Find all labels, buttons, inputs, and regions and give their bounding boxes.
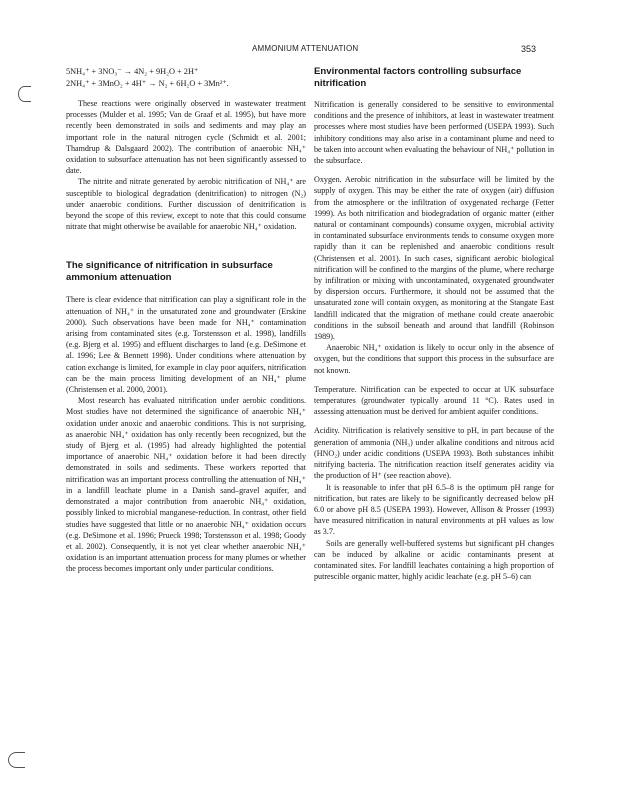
right-column xyxy=(314,66,554,582)
paragraph: The nitrite and nitrate generated by aerobic nitrification of NH₄⁺ are susceptible to biological degradation (denitrification) to nitrogen (N₂) under anaerobic conditions. Further discussion of denitrification is beyond the scope of this review, except to note that this could consume nitrate that might otherwise be available for anaerobic NH₄⁺ oxidation. xyxy=(66,177,306,232)
paragraph: These reactions were originally observed in wastewater treatment processes (Mulder et al. 1995; Van de Graaf et al. 1995), but have more recently been demonstrated in soils and sediments and may play an important role in the natural nitrogen cycle (Schmidt et al. 2001; Thamdrup & Dalsgaard 2002). The contribution of anaerobic NH₄⁺ oxidation to subsurface attenuation has not been significantly assessed to date. xyxy=(66,99,306,176)
paragraph: Most research has evaluated nitrification under aerobic conditions. Most studies have not determined the significance of anaerobic NH₄⁺ oxidation under anoxic and anaerobic conditions. This is not surprising, as anaerobic NH₄⁺ oxidation has only recently been recognized, but the study of Bjerg et al. (1995) had already highlighted the potential importance of anaerobic NH₄⁺ oxidation before it had been directly demonstrated in soils and sediments. These workers reported that nitrification was an important process controlling the attenuation of NH₄⁺ in a landfill leachate plume in a Danish sand–gravel aquifer, and demonstrated a major contribution from anaerobic NH₄⁺ oxidation, possibly linked to microbial manganese-reduction. In contrast, other field studies have suggested that little or no anaerobic NH₄⁺ oxidation occurs (e.g. DeSimone et al. 1996; Prueck 1998; Torstensson et al. 1998; Goody et al. 2002). Consequently, it is not yet clear whether anaerobic NH₄⁺ oxidation is an important attenuation process for many plumes or whether the process becomes important only under particular conditions. xyxy=(66,396,306,574)
margin-hole-mark-top xyxy=(18,86,31,102)
paragraph-acidity: Acidity. Nitrification is relatively sensitive to pH, in part because of the generation of ammonia (NH₃) under alkaline conditions and nitrous acid (HNO₂) under acidic conditions (USEPA 1993). Both substances inhibit nitrifying bacteria. The nitrification reaction itself generates acidity via the production of H⁺ (see reaction above). xyxy=(314,426,554,481)
paragraph: Nitrification is generally considered to be sensitive to environmental conditions and the presence of inhibitors, at least in wastewater treatment processes where most studies have been performed (USEPA 1993). Such inhibitory conditions may also arise in a contaminant plume and need to be taken into account when evaluating the behaviour of NH₄⁺ pollution in the subsurface. xyxy=(314,100,554,166)
section-heading: Environmental factors controlling subsurface nitrification xyxy=(314,66,522,89)
section-heading: The significance of nitrification in subsurface ammonium attenuation xyxy=(66,260,273,284)
paragraph: There is clear evidence that nitrification can play a significant role in the attenuation of NH₄⁺ in the unsaturated zone and groundwater (Erskine 2000). Such observations have been made for NH₄⁺ contamination arising from contaminated sites (e.g. Torstensson et al. 1998), landfills (e.g. Bjerg et al. 1995) and effluent discharges to land (e.g. DeSimone et al. 1996; Lee & Bennett 1998). Under conditions where attenuation by cation exchange is limited, for example in clay poor aquifers, nitrification can be the main process limiting development of an NH₄⁺ plume (Christensen et al. 2000, 2001). xyxy=(66,295,306,395)
paragraph: It is reasonable to infer that pH 6.5–8 is the optimum pH range for nitrification, but rates are likely to be significantly decreased below pH 6.0 or above pH 8.5 (USEPA 1993). However, Allison & Prosser (1993) have measured nitrification in natural environments at pH values as low as 3.7. xyxy=(314,482,554,537)
paragraph: Soils are generally well-buffered systems but significant pH changes can be induced by alkaline or acidic contaminants present at contaminated sites. For landfill leachates containing a high proportion of putrescible organic matter, highly acidic leachate (e.g. pH 5–6) can xyxy=(314,538,554,582)
equation-1: 5NH₄⁺ + 3NO₃⁻ → 4N₂ + 9H₂O + 2H⁺ xyxy=(66,67,199,76)
paragraph-temperature: Temperature. Nitrification can be expected to occur at UK subsurface temperatures (groundwater typically around 11 °C). Rates used in assessing attenuation must be derived for ambient aquifer conditions. xyxy=(314,384,554,417)
paragraph-oxygen: Oxygen. Aerobic nitrification in the subsurface will be limited by the supply of oxygen. This may be either the rate of oxygen (air) diffusion from the atmosphere or the infiltration of oxygenated recharge (Fetter 1999). As both nitrification and biodegradation of organic matter (either natural or contaminant compounds) consume oxygen, microbial activity in contaminated subsurface environments tends to consume oxygen more rapidly than it can be replenished and anaerobic conditions result (Christensen et al. 2001). In such cases, significant aerobic biological nitrification will be confined to the margins of the plume, where recharge by infiltration or mixing with uncontaminated, oxygenated groundwater by dispersion occurs. Furthermore, it should not be assumed that the unsaturated zone will contain oxygen, as monitoring at the Stangate East landfill indicated that the migration of methane could create anaerobic conditions in the subsoil beneath and around that landfill (Robinson 1989). xyxy=(314,175,554,342)
equation-2: 2NH₄⁺ + 3MnO₂ + 4H⁺ → N₂ + 6H₂O + 3Mn²⁺. xyxy=(66,78,229,88)
left-column xyxy=(66,66,306,575)
margin-hole-mark-bottom xyxy=(8,752,25,768)
page-number: 353 xyxy=(520,44,536,54)
running-head: AMMONIUM ATTENUATION xyxy=(252,44,359,53)
paragraph: Anaerobic NH₄⁺ oxidation is likely to occur only in the absence of oxygen, but the conditions that support this process in the subsurface are not known. xyxy=(314,343,554,375)
